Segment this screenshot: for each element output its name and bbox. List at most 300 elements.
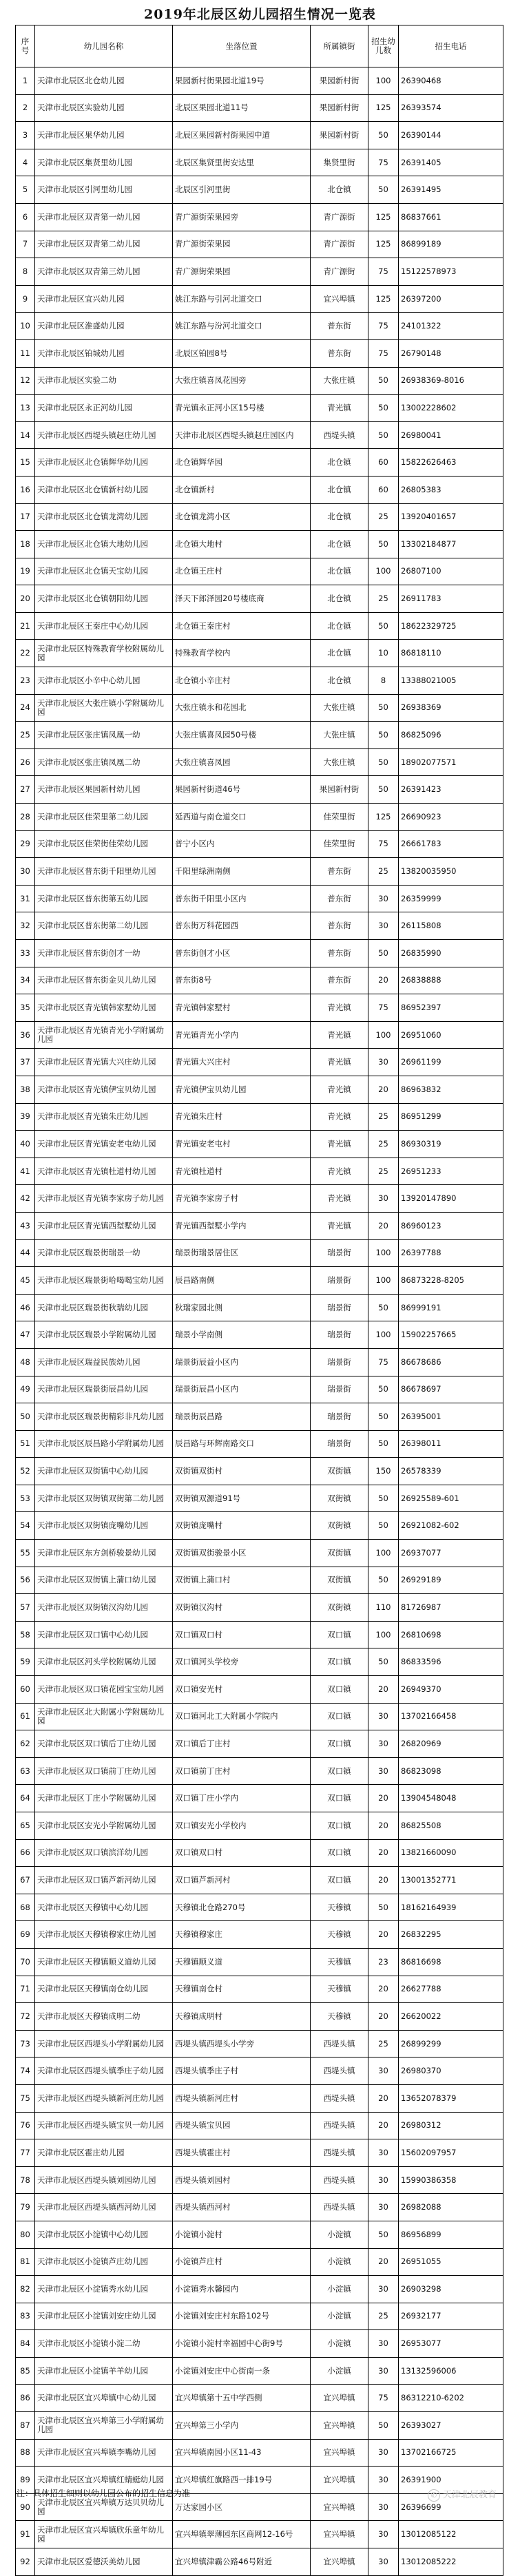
address-cell: 姚江东路与引河北道交口	[173, 285, 311, 313]
capacity-cell: 60	[368, 476, 399, 503]
phone-cell: 26835990	[399, 940, 503, 967]
kindergarten-name-cell: 天津市北辰区西堤头镇赵庄幼儿园	[35, 421, 173, 449]
kindergarten-name-cell: 天津市北辰区实验二幼	[35, 367, 173, 395]
table-row	[16, 1512, 503, 1540]
address-cell: 西堤头镇刘园村	[173, 2166, 311, 2194]
capacity-cell: 30	[368, 2276, 399, 2303]
street-cell: 宜兴埠镇	[311, 2412, 368, 2440]
address-cell: 天穆镇穆家庄	[173, 1921, 311, 1949]
street-cell: 双口镇	[311, 1621, 368, 1648]
street-cell: 双街镇	[311, 1458, 368, 1485]
row-number-cell: 49	[16, 1376, 35, 1403]
row-number-cell: 74	[16, 2057, 35, 2085]
kindergarten-name-cell: 天津市北辰区青光镇安老屯幼儿园	[35, 1131, 173, 1158]
kindergarten-name-cell: 天津市北辰区普东街第二幼儿园	[35, 912, 173, 940]
kindergarten-name-cell: 天津市北辰区青光镇青光小学附属幼儿园	[35, 1021, 173, 1049]
address-cell: 小淀镇芦庄村	[173, 2248, 311, 2276]
street-cell: 普东街	[311, 912, 368, 940]
address-cell: 宜兴埠镇津霸公路46号附近	[173, 2548, 311, 2576]
phone-cell: 26980312	[399, 2112, 503, 2139]
row-number-cell: 36	[16, 1021, 35, 1049]
table-row	[16, 1621, 503, 1648]
row-number-cell: 4	[16, 149, 35, 176]
phone-cell: 86825096	[399, 722, 503, 749]
phone-cell: 18162164939	[399, 1894, 503, 1921]
capacity-cell: 50	[368, 122, 399, 149]
kindergarten-name-cell: 天津市北辰区霍庄幼儿园	[35, 2139, 173, 2167]
address-cell: 北仓镇王秦庄村	[173, 612, 311, 640]
table-row	[16, 1948, 503, 1976]
street-cell: 集贤里街	[311, 149, 368, 176]
street-cell: 宜兴埠镇	[311, 2493, 368, 2521]
row-number-cell: 10	[16, 313, 35, 340]
address-cell: 秋瑞家园北侧	[173, 1294, 311, 1321]
table-row	[16, 694, 503, 722]
address-cell: 天穆镇成明村	[173, 2003, 311, 2031]
kindergarten-name-cell: 天津市北辰区果华幼儿园	[35, 122, 173, 149]
table-row	[16, 1540, 503, 1567]
phone-cell: 15602097957	[399, 2139, 503, 2167]
address-cell: 青光镇杜道村	[173, 1158, 311, 1185]
row-number-cell: 86	[16, 2385, 35, 2412]
capacity-cell: 50	[368, 367, 399, 395]
address-cell: 辰昌路南侧	[173, 1267, 311, 1295]
row-number-cell: 41	[16, 1158, 35, 1185]
header-name: 幼儿园名称	[35, 25, 173, 67]
kindergarten-name-cell: 天津市北辰区佳荣里第二幼儿园	[35, 804, 173, 831]
capacity-cell: 25	[368, 2030, 399, 2057]
address-cell: 天津市北辰区西堤头镇赵庄园区内	[173, 421, 311, 449]
address-cell: 西堤头镇季庄子村	[173, 2057, 311, 2085]
address-cell: 北仓镇龙湾小区	[173, 503, 311, 531]
capacity-cell: 25	[368, 585, 399, 613]
row-number-cell: 5	[16, 176, 35, 204]
row-number-cell: 44	[16, 1239, 35, 1267]
capacity-cell: 30	[368, 1757, 399, 1785]
phone-cell: 86825508	[399, 1812, 503, 1840]
phone-cell: 13821660090	[399, 1839, 503, 1867]
row-number-cell: 26	[16, 748, 35, 776]
capacity-cell: 50	[368, 722, 399, 749]
row-number-cell: 40	[16, 1131, 35, 1158]
phone-cell: 13652078379	[399, 2084, 503, 2112]
capacity-cell: 23	[368, 1948, 399, 1976]
table-row	[16, 1976, 503, 2003]
kindergarten-name-cell: 天津市北辰区双街镇双街第二幼儿园	[35, 1485, 173, 1512]
phone-cell: 26397200	[399, 285, 503, 313]
kindergarten-name-cell: 天津市北辰区瑞景小学附属幼儿园	[35, 1321, 173, 1349]
row-number-cell: 92	[16, 2548, 35, 2576]
capacity-cell: 75	[368, 149, 399, 176]
kindergarten-name-cell: 天津市北辰区瑞景街辰昌幼儿园	[35, 1376, 173, 1403]
phone-cell: 86951299	[399, 1103, 503, 1131]
table-body	[16, 67, 503, 2576]
street-cell: 双街镇	[311, 1540, 368, 1567]
table-row	[16, 1158, 503, 1185]
row-number-cell: 50	[16, 1403, 35, 1431]
kindergarten-name-cell: 天津市北辰区北大附属小学附属幼儿园	[35, 1703, 173, 1730]
capacity-cell: 50	[368, 531, 399, 558]
address-cell: 双街镇双街骏景小区	[173, 1540, 311, 1567]
page-title: 2019年北辰区幼儿园招生情况一览表	[144, 7, 376, 22]
phone-cell: 26980370	[399, 2057, 503, 2085]
table-row	[16, 1131, 503, 1158]
capacity-cell: 20	[368, 1921, 399, 1949]
phone-cell: 24101322	[399, 313, 503, 340]
kindergarten-name-cell: 天津市北辰区北仓镇天宝幼儿园	[35, 558, 173, 585]
address-cell: 天穆镇北仓路270号	[173, 1894, 311, 1921]
address-cell: 北辰区果园新村街果园中道	[173, 122, 311, 149]
address-cell: 普东街8号	[173, 967, 311, 994]
kindergarten-name-cell: 天津市北辰区双口镇中心幼儿园	[35, 1621, 173, 1648]
table-row	[16, 2248, 503, 2276]
capacity-cell: 25	[368, 503, 399, 531]
capacity-cell: 75	[368, 1348, 399, 1376]
row-number-cell: 56	[16, 1567, 35, 1594]
row-number-cell: 75	[16, 2084, 35, 2112]
phone-cell: 26397788	[399, 1239, 503, 1267]
address-cell: 小淀镇小淀村幸福园中心街9号	[173, 2330, 311, 2358]
table-row	[16, 1676, 503, 1704]
table-row	[16, 2057, 503, 2085]
capacity-cell: 100	[368, 1267, 399, 1295]
row-number-cell: 65	[16, 1812, 35, 1840]
street-cell: 小淀镇	[311, 2248, 368, 2276]
table-row	[16, 285, 503, 313]
kindergarten-name-cell: 天津市北辰区北仓镇新村幼儿园	[35, 476, 173, 503]
address-cell: 青广源街荣果园旁	[173, 203, 311, 231]
street-cell: 青光镇	[311, 1158, 368, 1185]
address-cell: 北仓镇小辛庄村	[173, 667, 311, 695]
capacity-cell: 10	[368, 640, 399, 667]
phone-cell: 26805383	[399, 476, 503, 503]
capacity-cell: 20	[368, 1785, 399, 1812]
kindergarten-name-cell: 天津市北辰区青光镇朱庄幼儿园	[35, 1103, 173, 1131]
address-cell: 双口镇双口村	[173, 1621, 311, 1648]
table-row	[16, 2357, 503, 2385]
capacity-cell: 100	[368, 1321, 399, 1349]
phone-cell: 26690923	[399, 804, 503, 831]
street-cell: 天穆镇	[311, 1948, 368, 1976]
phone-cell: 86956899	[399, 2221, 503, 2248]
capacity-cell: 75	[368, 2385, 399, 2412]
street-cell: 瑞景街	[311, 1348, 368, 1376]
address-cell: 双口镇河北工大附属小学院内	[173, 1703, 311, 1730]
row-number-cell: 14	[16, 421, 35, 449]
capacity-cell: 50	[368, 1485, 399, 1512]
row-number-cell: 66	[16, 1839, 35, 1867]
kindergarten-name-cell: 天津市北辰区瑞景街精彩非凡幼儿园	[35, 1403, 173, 1431]
capacity-cell: 125	[368, 285, 399, 313]
table-row	[16, 1239, 503, 1267]
phone-cell: 13702166725	[399, 2439, 503, 2467]
table-row	[16, 1839, 503, 1867]
table-row	[16, 2221, 503, 2248]
address-cell: 普宁小区内	[173, 830, 311, 858]
table-row	[16, 2003, 503, 2031]
street-cell: 双街镇	[311, 1485, 368, 1512]
address-cell: 天穆镇顺义道	[173, 1948, 311, 1976]
kindergarten-name-cell: 天津市北辰区小淀镇秀水幼儿园	[35, 2276, 173, 2303]
address-cell: 天穆镇南仓村	[173, 1976, 311, 2003]
street-cell: 青光镇	[311, 1212, 368, 1239]
table-row	[16, 940, 503, 967]
address-cell: 青广源街荣果园	[173, 258, 311, 286]
phone-cell: 26951233	[399, 1158, 503, 1185]
table-row	[16, 830, 503, 858]
phone-cell: 26937077	[399, 1540, 503, 1567]
table-row	[16, 1212, 503, 1239]
row-number-cell: 62	[16, 1730, 35, 1758]
street-cell: 果园新村街	[311, 67, 368, 95]
address-cell: 小淀镇刘安庄村东路102号	[173, 2303, 311, 2330]
street-cell: 双口镇	[311, 1812, 368, 1840]
row-number-cell: 21	[16, 612, 35, 640]
kindergarten-name-cell: 天津市北辰区青光镇李家房子幼儿园	[35, 1185, 173, 1213]
capacity-cell: 30	[368, 1185, 399, 1213]
row-number-cell: 45	[16, 1267, 35, 1295]
street-cell: 北仓镇	[311, 476, 368, 503]
phone-cell: 26391405	[399, 149, 503, 176]
street-cell: 双街镇	[311, 1567, 368, 1594]
kindergarten-name-cell: 天津市北辰区双街镇上蒲口幼儿园	[35, 1567, 173, 1594]
street-cell: 青光镇	[311, 1185, 368, 1213]
street-cell: 西堤头镇	[311, 2084, 368, 2112]
phone-cell: 26810698	[399, 1621, 503, 1648]
address-cell: 青光镇大兴庄村	[173, 1049, 311, 1076]
row-number-cell: 76	[16, 2112, 35, 2139]
phone-cell: 26359999	[399, 885, 503, 912]
table-row	[16, 2548, 503, 2576]
address-cell: 西堤头镇西河村	[173, 2194, 311, 2221]
table-row	[16, 1785, 503, 1812]
kindergarten-name-cell: 天津市北辰区西堤头镇刘园幼儿园	[35, 2166, 173, 2194]
street-cell: 佳荣里街	[311, 804, 368, 831]
table-row	[16, 2030, 503, 2057]
street-cell: 宜兴埠镇	[311, 2385, 368, 2412]
capacity-cell: 50	[368, 940, 399, 967]
kindergarten-name-cell: 天津市北辰区宜兴埠镇万达贝贝幼儿园	[35, 2493, 173, 2521]
row-number-cell: 52	[16, 1458, 35, 1485]
street-cell: 瑞景街	[311, 1403, 368, 1431]
kindergarten-name-cell: 天津市北辰区小淀镇小淀二幼	[35, 2330, 173, 2358]
street-cell: 天穆镇	[311, 1921, 368, 1949]
phone-cell: 86818110	[399, 640, 503, 667]
street-cell: 西堤头镇	[311, 2112, 368, 2139]
table-row	[16, 2521, 503, 2548]
row-number-cell: 70	[16, 1948, 35, 1976]
street-cell: 西堤头镇	[311, 2057, 368, 2085]
capacity-cell: 150	[368, 1458, 399, 1485]
phone-cell: 26911783	[399, 585, 503, 613]
row-number-cell: 1	[16, 67, 35, 95]
kindergarten-name-cell: 天津市北辰区普东街创才一幼	[35, 940, 173, 967]
phone-cell: 86930319	[399, 1131, 503, 1158]
phone-cell: 13012085222	[399, 2548, 503, 2576]
table-row	[16, 2385, 503, 2412]
capacity-cell: 20	[368, 967, 399, 994]
kindergarten-name-cell: 天津市北辰区青光镇伊宝贝幼儿园	[35, 1076, 173, 1103]
street-cell: 天穆镇	[311, 1976, 368, 2003]
street-cell: 大张庄镇	[311, 748, 368, 776]
capacity-cell: 20	[368, 1676, 399, 1704]
kindergarten-name-cell: 天津市北辰区北仓镇朝阳幼儿园	[35, 585, 173, 613]
phone-cell: 26899299	[399, 2030, 503, 2057]
kindergarten-name-cell: 天津市北辰区双口镇后丁庄幼儿园	[35, 1730, 173, 1758]
address-cell: 北辰区果园北道11号	[173, 94, 311, 122]
address-cell: 北仓镇新村	[173, 476, 311, 503]
capacity-cell: 25	[368, 858, 399, 886]
table-row	[16, 476, 503, 503]
kindergarten-name-cell: 天津市北辰区青光镇韩家墅幼儿园	[35, 994, 173, 1022]
capacity-cell: 100	[368, 67, 399, 95]
row-number-cell: 78	[16, 2166, 35, 2194]
table-row	[16, 1185, 503, 1213]
kindergarten-name-cell: 天津市北辰区双青第二幼儿园	[35, 231, 173, 258]
row-number-cell: 2	[16, 94, 35, 122]
street-cell: 西堤头镇	[311, 2194, 368, 2221]
phone-cell: 86816698	[399, 1948, 503, 1976]
street-cell: 大张庄镇	[311, 722, 368, 749]
address-cell: 双口镇安光小学校内	[173, 1812, 311, 1840]
address-cell: 双口镇安光村	[173, 1676, 311, 1704]
table-row	[16, 1076, 503, 1103]
kindergarten-name-cell: 天津市北辰区双街镇庞嘴幼儿园	[35, 1512, 173, 1540]
phone-cell: 26961199	[399, 1049, 503, 1076]
phone-cell: 26938369	[399, 694, 503, 722]
table-row	[16, 339, 503, 367]
kindergarten-name-cell: 天津市北辰区果园新村幼儿园	[35, 776, 173, 804]
row-number-cell: 71	[16, 1976, 35, 2003]
capacity-cell: 50	[368, 1430, 399, 1458]
row-number-cell: 7	[16, 231, 35, 258]
table-row	[16, 2194, 503, 2221]
phone-cell: 26949370	[399, 1676, 503, 1704]
table-row	[16, 1049, 503, 1076]
street-cell: 普东街	[311, 339, 368, 367]
street-cell: 小淀镇	[311, 2276, 368, 2303]
row-number-cell: 42	[16, 1185, 35, 1213]
header-street: 所属镇街	[311, 25, 368, 67]
row-number-cell: 30	[16, 858, 35, 886]
kindergarten-name-cell: 天津市北辰区天穆镇顺义道幼儿园	[35, 1948, 173, 1976]
street-cell: 瑞景街	[311, 1430, 368, 1458]
phone-cell: 13012085122	[399, 2521, 503, 2548]
kindergarten-name-cell: 天津市北辰区青光镇杜道村幼儿园	[35, 1158, 173, 1185]
street-cell: 青光镇	[311, 1076, 368, 1103]
kindergarten-name-cell: 天津市北辰区天穆镇南仓幼儿园	[35, 1976, 173, 2003]
phone-cell: 86963832	[399, 1076, 503, 1103]
row-number-cell: 25	[16, 722, 35, 749]
capacity-cell: 50	[368, 1294, 399, 1321]
kindergarten-name-cell: 天津市北辰区普东街第五幼儿园	[35, 885, 173, 912]
table-row	[16, 1021, 503, 1049]
table-row	[16, 2139, 503, 2167]
row-number-cell: 17	[16, 503, 35, 531]
address-cell: 青光镇西堼墅小学内	[173, 1212, 311, 1239]
row-number-cell: 8	[16, 258, 35, 286]
capacity-cell: 100	[368, 1239, 399, 1267]
kindergarten-name-cell: 天津市北辰区集贤里幼儿园	[35, 149, 173, 176]
row-number-cell: 37	[16, 1049, 35, 1076]
phone-cell: 26391495	[399, 176, 503, 204]
address-cell: 延西道与南仓道交口	[173, 804, 311, 831]
address-cell: 瑞景街辰昌路	[173, 1403, 311, 1431]
kindergarten-name-cell: 天津市北辰区特殊教育学校附属幼儿园	[35, 640, 173, 667]
kindergarten-name-cell: 天津市北辰区天穆镇穆家庄幼儿园	[35, 1921, 173, 1949]
row-number-cell: 12	[16, 367, 35, 395]
row-number-cell: 18	[16, 531, 35, 558]
address-cell: 双街镇汉沟村	[173, 1594, 311, 1622]
capacity-cell: 20	[368, 1976, 399, 2003]
capacity-cell: 20	[368, 2112, 399, 2139]
street-cell: 宜兴埠镇	[311, 2467, 368, 2494]
phone-cell: 26790148	[399, 339, 503, 367]
table-row	[16, 612, 503, 640]
row-number-cell: 13	[16, 395, 35, 422]
street-cell: 小淀镇	[311, 2330, 368, 2358]
capacity-cell: 50	[368, 612, 399, 640]
street-cell: 双口镇	[311, 1757, 368, 1785]
table-row	[16, 313, 503, 340]
capacity-cell: 75	[368, 313, 399, 340]
phone-cell: 26925589-601	[399, 1485, 503, 1512]
kindergarten-name-cell: 天津市北辰区青光镇西堼墅幼儿园	[35, 1212, 173, 1239]
row-number-cell: 54	[16, 1512, 35, 1540]
phone-cell: 26929189	[399, 1567, 503, 1594]
street-cell: 青光镇	[311, 994, 368, 1022]
address-cell: 宜兴埠镇红旗路西一排19号	[173, 2467, 311, 2494]
phone-cell: 26391423	[399, 776, 503, 804]
kindergarten-name-cell: 天津市北辰区双青第一幼儿园	[35, 203, 173, 231]
street-cell: 小淀镇	[311, 2221, 368, 2248]
kindergarten-name-cell: 天津市北辰区王秦庄中心幼儿园	[35, 612, 173, 640]
address-cell: 果园新村街果园北道19号	[173, 67, 311, 95]
capacity-cell: 30	[368, 2521, 399, 2548]
street-cell: 瑞景街	[311, 1376, 368, 1403]
phone-cell: 86960123	[399, 1212, 503, 1239]
table-row	[16, 503, 503, 531]
row-number-cell: 47	[16, 1321, 35, 1349]
table-row	[16, 395, 503, 422]
address-cell: 瑞景小学南侧	[173, 1321, 311, 1349]
row-number-cell: 55	[16, 1540, 35, 1567]
capacity-cell: 50	[368, 395, 399, 422]
capacity-cell: 50	[368, 1894, 399, 1921]
phone-cell: 26661783	[399, 830, 503, 858]
phone-cell: 26390468	[399, 67, 503, 95]
phone-cell: 86823098	[399, 1757, 503, 1785]
street-cell: 青广源街	[311, 203, 368, 231]
kindergarten-name-cell: 天津市北辰区普东街千阳里幼儿园	[35, 858, 173, 886]
street-cell: 青光镇	[311, 1131, 368, 1158]
table-row	[16, 122, 503, 149]
address-cell: 瑞景街辰昌小区内	[173, 1376, 311, 1403]
address-cell: 西堤头镇西堤头小学旁	[173, 2030, 311, 2057]
street-cell: 西堤头镇	[311, 2030, 368, 2057]
address-cell: 西堤头镇宝贝园	[173, 2112, 311, 2139]
capacity-cell: 110	[368, 1594, 399, 1622]
row-number-cell: 32	[16, 912, 35, 940]
address-cell: 青光镇韩家墅村	[173, 994, 311, 1022]
phone-cell: 26980041	[399, 421, 503, 449]
address-cell: 瑞景街瑞景居住区	[173, 1239, 311, 1267]
capacity-cell: 8	[368, 667, 399, 695]
street-cell: 宜兴埠镇	[311, 2439, 368, 2467]
address-cell: 双街镇双源道91号	[173, 1485, 311, 1512]
capacity-cell: 30	[368, 2357, 399, 2385]
address-cell: 大张庄镇喜凤园	[173, 748, 311, 776]
